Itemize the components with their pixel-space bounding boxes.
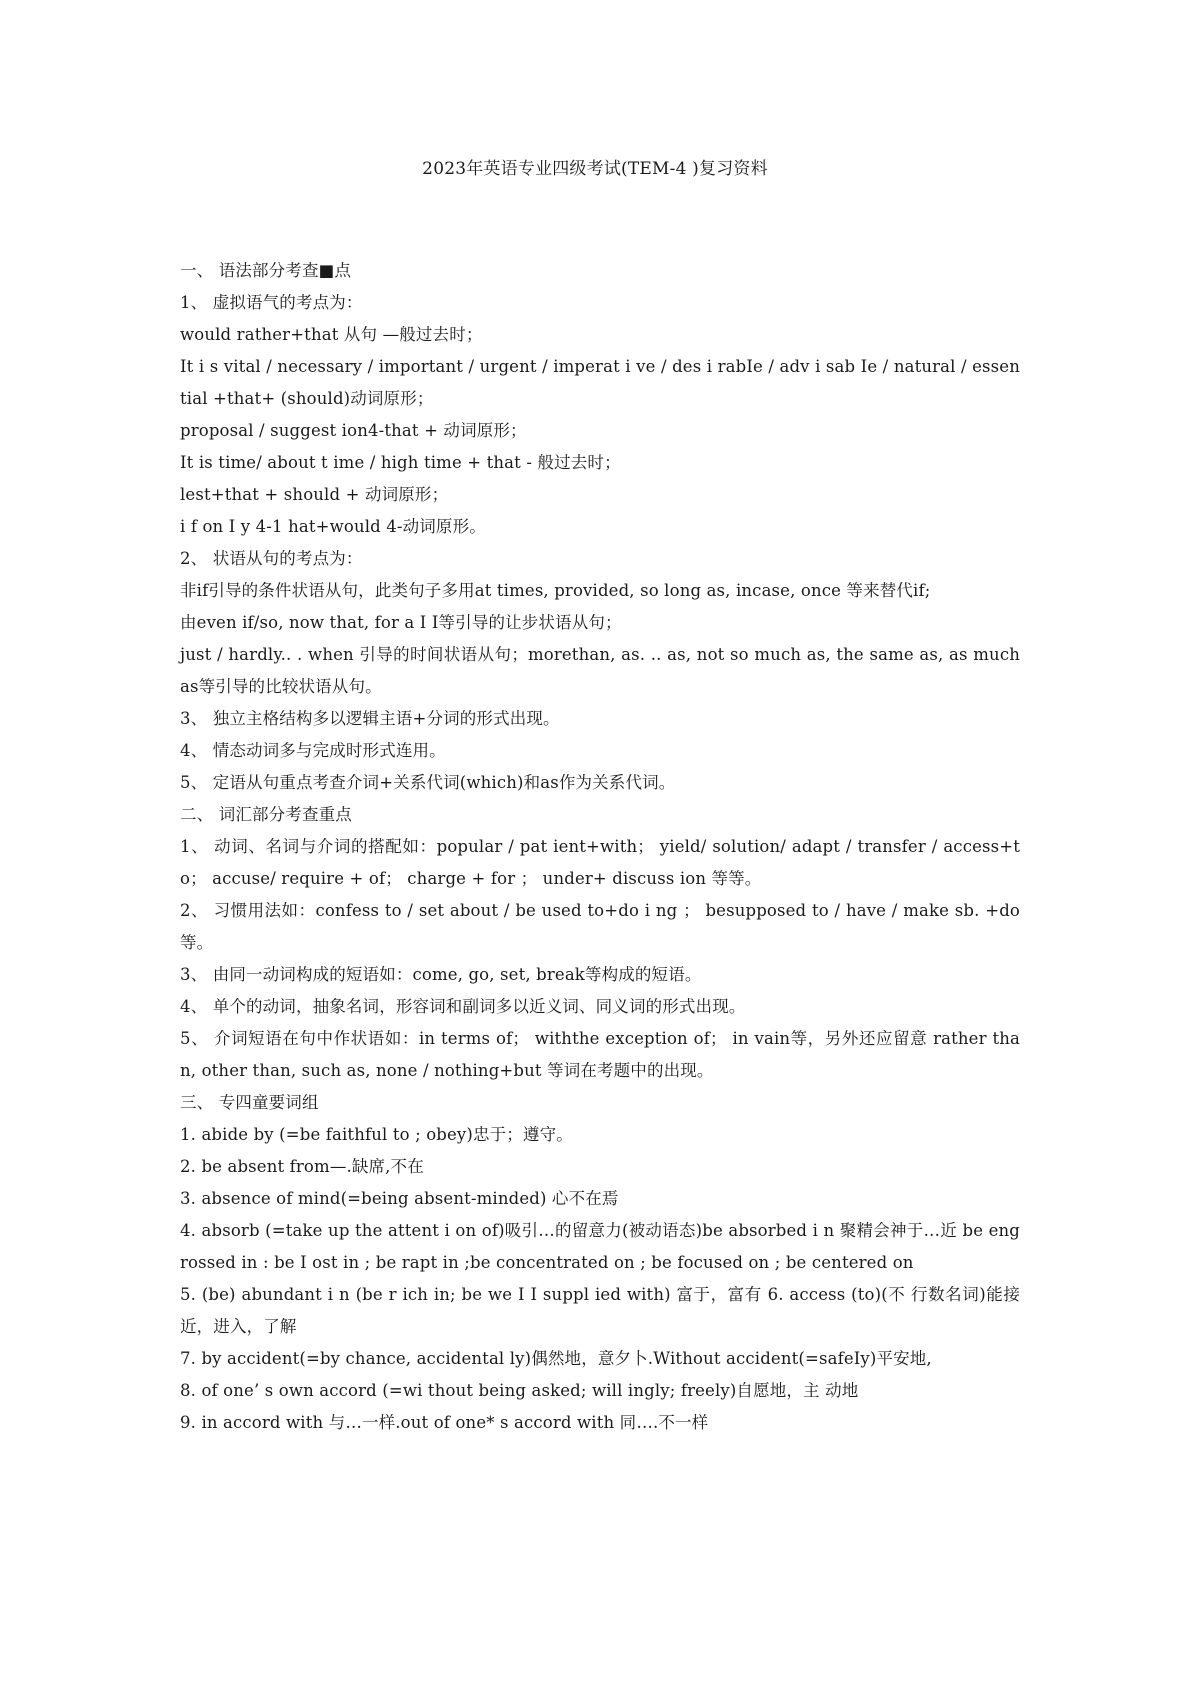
list-item: 4、 情态动词多与完成时形式连用。 [180,741,446,760]
list-item: 2、 状语从句的考点为： [180,549,363,568]
list-item: 2. be absent from—.缺席,不在 [180,1157,424,1176]
list-item: lest+that + should + 动词原形； [180,485,449,504]
list-item: would rather+that 从句 —般过去时； [180,325,483,344]
section-heading-phrases: 三、 专四童要词组 [180,1093,319,1112]
list-item: It i s vital / necessary / important / urgent / imperat i ve / des i rabIe / adv i sab Ie / natural / essential +that+ (should)动词原形； [180,357,1020,408]
list-item: 5、 定语从句重点考查介词+关系代词(which)和as作为关系代词。 [180,773,676,792]
list-item: proposal / suggest ion4-that + 动词原形； [180,421,527,440]
section-heading-vocabulary: 二、 词汇部分考查重点 [180,805,352,824]
list-item: 9. in accord with 与…一样.out of one* s accord with 同….不一样 [180,1413,709,1432]
list-item: 5、 介词短语在句中作状语如：in terms of； withthe exception of； in vain等，另外还应留意 rather than, other than, such as, none / nothing+but 等词在考题中的出现。 [180,1029,1020,1080]
document-body [180,255,1020,1439]
list-item: 1、 虚拟语气的考点为： [180,293,363,312]
list-item: 非if引导的条件状语从句，此类句子多用at times, provided, so long as, incase, once 等来替代if; [180,581,931,600]
list-item: 2、 习惯用法如：confess to / set about / be used to+do i ng ； besupposed to / have / make sb. +do 等。 [180,901,1020,952]
list-item: 1. abide by (=be faithful to ; obey)忠于；遵守。 [180,1125,573,1144]
section-heading-grammar: 一、 语法部分考查■点 [180,261,351,280]
document-title: 2023年英语专业四级考试(TEM-4 )复习资料 [422,159,768,179]
list-item: 7. by accident(=by chance, accidental ly)偶然地，意夕卜.Without accident(=safeIy)平安地, [180,1349,932,1368]
list-item: 3. absence of mind(=being absent-minded) 心不在焉 [180,1189,619,1208]
list-item: 4、 单个的动词，抽象名词，形容词和副词多以近义词、同义词的形式出现。 [180,997,746,1016]
list-item: i f on I y 4-1 hat+would 4-动词原形。 [180,517,486,536]
list-item: 4. absorb (=take up the attent i on of)吸引…的留意力(被动语态)be absorbed i n 聚精会神于…近 be engrossed in : be I ost in ; be rapt in ;be concentrated on ; be focused on ; be centered on [180,1221,1020,1272]
list-item: It is time/ about t ime / high time + that - 般过去时； [180,453,621,472]
list-item: 5. (be) abundant i n (be r ich in; be we I I suppl ied with) 富于，富有 6. access (to)(不 行数名词)能接近，进入，了解 [180,1285,1020,1336]
list-item: 3、 由同一动词构成的短语如：come, go, set, break等构成的短语。 [180,965,702,984]
list-item: just / hardly.. . when 引导的时间状语从句；morethan, as. .. as, not so much as, the same as, as much as等引导的比较状语从句。 [180,645,1020,696]
list-item: 由even if/so, now that, for a I I等引导的让步状语从句； [180,613,622,632]
list-item: 3、 独立主格结构多以逻辑主语+分词的形式出现。 [180,709,560,728]
list-item: 1、 动词、名词与介词的搭配如：popular / pat ient+with； yield/ solution/ adapt / transfer / access+to； accuse/ require + of； charge + for ； under+ discuss ion 等等。 [180,837,1020,888]
list-item: 8. of one’ s own accord (=wi thout being asked; will ingly; freely)自愿地，主 动地 [180,1381,859,1400]
